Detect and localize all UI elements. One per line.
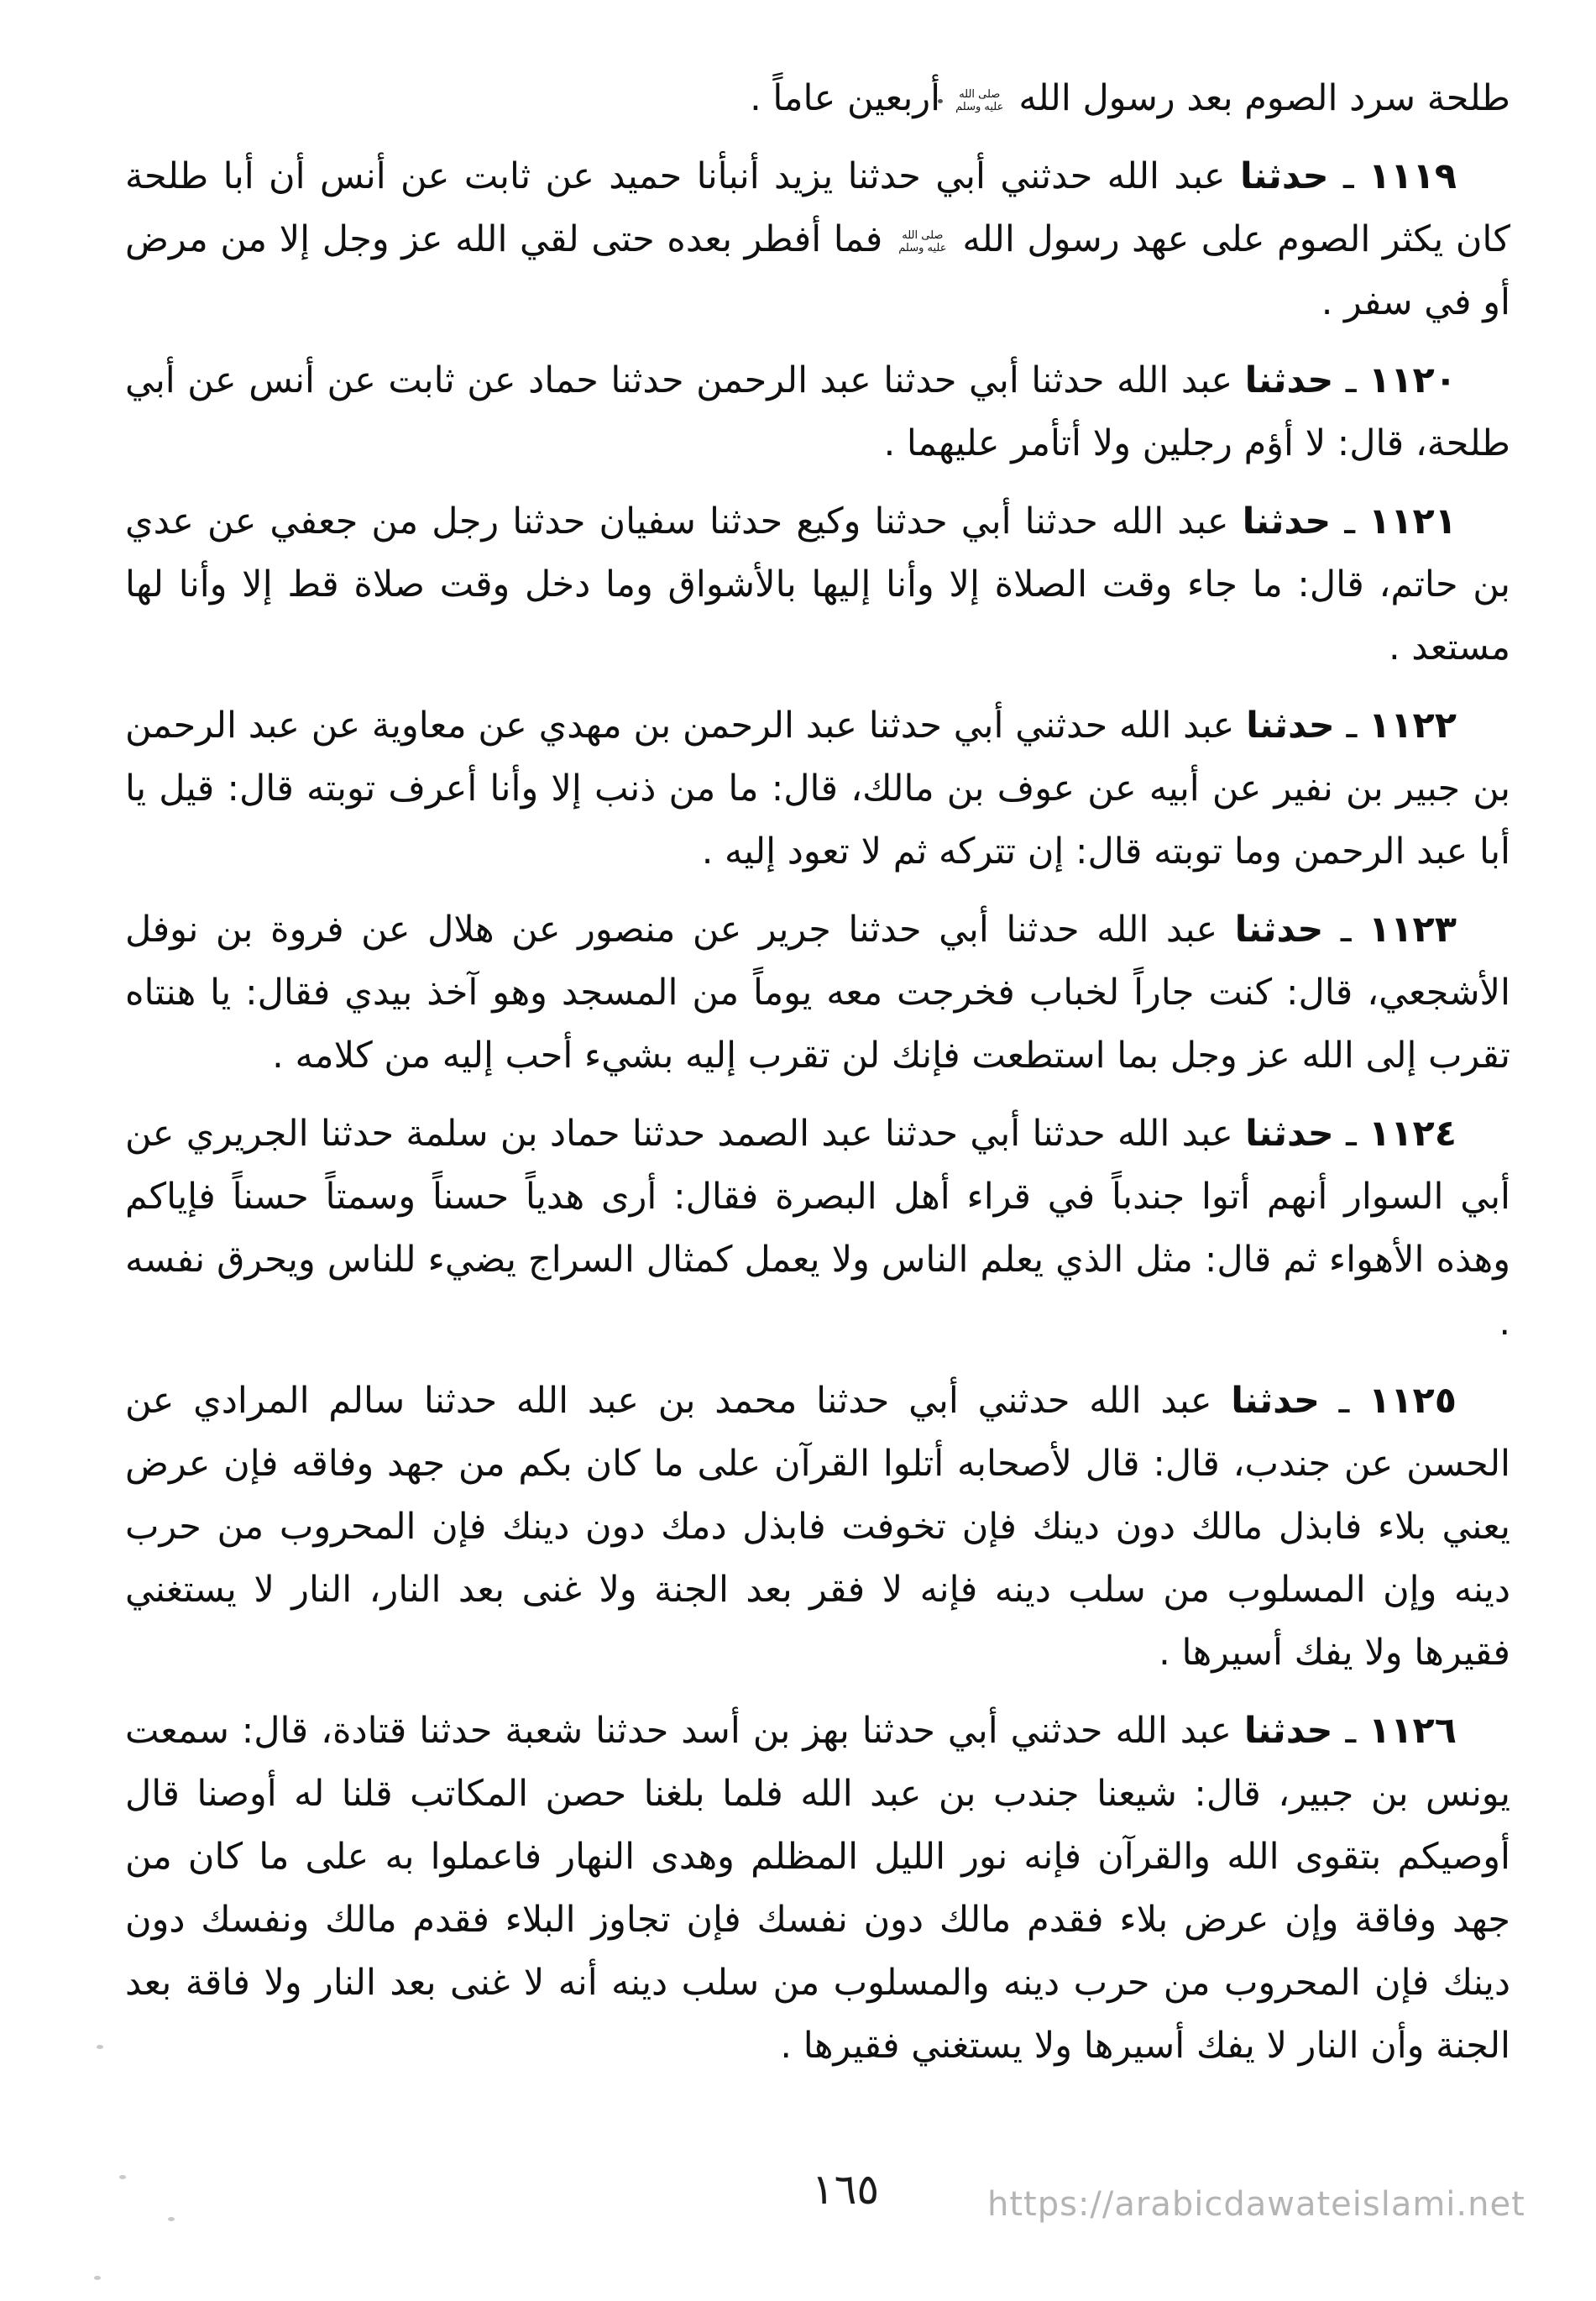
hadith-paragraph: ١١٢٤ ـ حدثنا عبد الله حدثنا أبي حدثنا عبد الصمد حدثنا حماد بن سلمة حدثنا الجريري عن أبي السوار أنهم أتوا جندباً في قراء أهل البصرة فقال: أرى هدياً حسناً وسمتاً حسناً فإياكم وهذه الأهواء ثم قال: مثل الذي يعلم الناس ولا يعمل كمثال السراج يضيء للناس ويحرق نفسه . xyxy=(125,1113,1510,1344)
hadith-number: ١١٢٢ xyxy=(1368,705,1457,747)
prophet-honorific-seal: صلى الله عليه وسلم xyxy=(898,228,947,254)
hadith-opener: حدثنا xyxy=(1244,359,1334,401)
hadith-paragraph: ١١٢٥ ـ حدثنا عبد الله حدثني أبي حدثنا محمد بن عبد الله حدثنا سالم المرادي عن الحسن عن جندب، قال: قال لأصحابه أتلوا القرآن على ما كان بكم من جهد وفاقه فإن عرض يعني بلاء فابذل مالك دون دينك فإن تخوفت فابذل دمك دون دينك فإن المحروب من حرب دينه وإن المسلوب من سلب دينه فإنه لا فقر بعد الجنة ولا غنى بعد النار، النار لا يستغني فقيرها ولا يفك أسيرها . xyxy=(125,1380,1510,1674)
hadith-number: ١١٢٣ xyxy=(1368,909,1457,951)
scan-speck xyxy=(97,2045,103,2049)
hadith-text: عبد الله حدثنا أبي حدثنا جرير عن منصور عن هلال عن فروة بن نوفل الأشجعي، قال: كنت جاراً لخباب فخرجت معه يوماً من المسجد وهو آخذ بيدي فقال: يا هنتاه تقرب إلى الله عز وجل بما استطعت فإنك لن تقرب إليه بشيء أحب إليه من كلامه . xyxy=(125,909,1510,1077)
hadith-paragraph: ١١٢٦ ـ حدثنا عبد الله حدثني أبي حدثنا بهز بن أسد حدثنا شعبة حدثنا قتادة، قال: سمعت يونس بن جبير، قال: شيعنا جندب بن عبد الله فلما بلغنا حصن المكاتب قلنا له أوصنا قال أوصيكم بتقوى الله والقرآن فإنه نور الليل المظلم وهدى النهار فاعملوا به على ما كان من جهد وفاقة وإن عرض بلاء فقدم مالك دون نفسك فإن تجاوز البلاء فقدم مالك ونفسك دون دينك فإن المحروب من حرب دينه والمسلوب من سلب دينه أنه لا غنى بعد النار ولا فاقة بعد الجنة وأن النار لا يفك أسيرها ولا يستغني فقيرها . xyxy=(125,1710,1510,2067)
hadith-text: عبد الله حدثني أبي حدثنا يزيد أنبأنا حميد عن ثابت عن أنس أن أبا طلحة كان يكثر الصوم على عهد رسول الله صلى الله عليه وسلم فما أفطر بعده حتى لقي الله عز وجل إلا من مرض أو في سفر . xyxy=(125,155,1510,323)
hadith-opener: حدثنا xyxy=(1231,1380,1320,1422)
hadith-number: ١١٢١ xyxy=(1368,501,1457,542)
hadith-text: عبد الله حدثني أبي حدثنا بهز بن أسد حدثنا شعبة حدثنا قتادة، قال: سمعت يونس بن جبير، قال: شيعنا جندب بن عبد الله فلما بلغنا حصن المكاتب قلنا له أوصنا قال أوصيكم بتقوى الله والقرآن فإنه نور الليل المظلم وهدى النهار فاعملوا به على ما كان من جهد وفاقة وإن عرض بلاء فقدم مالك دون نفسك فإن تجاوز البلاء فقدم مالك ونفسك دون دينك فإن المحروب من حرب دينه والمسلوب من سلب دينه أنه لا غنى بعد النار ولا فاقة بعد الجنة وأن النار لا يفك أسيرها ولا يستغني فقيرها . xyxy=(125,1710,1510,2067)
hadith-number: ١١٢٦ xyxy=(1368,1710,1457,1752)
hadith-text: عبد الله حدثني أبي حدثنا محمد بن عبد الله حدثنا سالم المرادي عن الحسن عن جندب، قال: قال لأصحابه أتلوا القرآن على ما كان بكم من جهد وفاقه فإن عرض يعني بلاء فابذل مالك دون دينك فإن تخوفت فابذل دمك دون دينك فإن المحروب من حرب دينه وإن المسلوب من سلب دينه فإنه لا فقر بعد الجنة ولا غنى بعد النار، النار لا يستغني فقيرها ولا يفك أسيرها . xyxy=(125,1380,1510,1674)
hadith-text: عبد الله حدثني أبي حدثنا عبد الرحمن بن مهدي عن معاوية عن عبد الرحمن بن جبير بن نفير عن أبيه عن عوف بن مالك، قال: ما من ذنب إلا وأنا أعرف توبته قال: قيل يا أبا عبد الرحمن وما توبته قال: إن تتركه ثم لا تعود إليه . xyxy=(125,705,1510,873)
hadith-paragraph: ١١١٩ ـ حدثنا عبد الله حدثني أبي حدثنا يزيد أنبأنا حميد عن ثابت عن أنس أن أبا طلحة كان يكثر الصوم على عهد رسول الله صلى الله عليه وسلم فما أفطر بعده حتى لقي الله عز وجل إلا من مرض أو في سفر . xyxy=(125,155,1510,323)
hadith-opener: حدثنا xyxy=(1239,155,1329,197)
hadith-opener: حدثنا xyxy=(1234,909,1324,951)
scan-speck xyxy=(94,2276,101,2280)
prophet-honorific-seal: صلى الله عليه وسلم xyxy=(955,87,1004,113)
hadith-paragraph: ١١٢١ ـ حدثنا عبد الله حدثنا أبي حدثنا وكيع حدثنا سفيان حدثنا رجل من جعفي عن عدي بن حاتم، قال: ما جاء وقت الصلاة إلا وأنا إليها بالأشواق وما دخل وقت صلاة قط إلا وأنا لها مستعد . xyxy=(125,501,1510,668)
hadith-text: عبد الله حدثنا أبي حدثنا عبد الصمد حدثنا حماد بن سلمة حدثنا الجريري عن أبي السوار أنهم أتوا جندباً في قراء أهل البصرة فقال: أرى هدياً حسناً وسمتاً حسناً فإياكم وهذه الأهواء ثم قال: مثل الذي يعلم الناس ولا يعمل كمثال السراج يضيء للناس ويحرق نفسه . xyxy=(125,1113,1510,1344)
hadith-text: عبد الله حدثنا أبي حدثنا وكيع حدثنا سفيان حدثنا رجل من جعفي عن عدي بن حاتم، قال: ما جاء وقت الصلاة إلا وأنا إليها بالأشواق وما دخل وقت صلاة قط إلا وأنا لها مستعد . xyxy=(125,501,1510,668)
intro-line: طلحة سرد الصوم بعد رسول الله صلى الله عليه وسلم أربعين عاماً . xyxy=(750,77,1510,119)
hadith-opener: حدثنا xyxy=(1246,705,1335,747)
hadith-paragraph: ١١٢٣ ـ حدثنا عبد الله حدثنا أبي حدثنا جرير عن منصور عن هلال عن فروة بن نوفل الأشجعي، قال: كنت جاراً لخباب فخرجت معه يوماً من المسجد وهو آخذ بيدي فقال: يا هنتاه تقرب إلى الله عز وجل بما استطعت فإنك لن تقرب إليه بشيء أحب إليه من كلامه . xyxy=(125,909,1510,1077)
hadith-list xyxy=(125,145,1510,2078)
hadith-opener: حدثنا xyxy=(1245,1113,1334,1155)
scan-speck xyxy=(168,2217,175,2221)
hadith-opener: حدثنا xyxy=(1242,501,1332,542)
scan-speck xyxy=(119,2175,126,2179)
hadith-number: ١١٢٥ xyxy=(1368,1380,1457,1422)
hadith-paragraph: ١١٢٠ ـ حدثنا عبد الله حدثنا أبي حدثنا عبد الرحمن حدثنا حماد عن ثابت عن أنس عن أبي طلحة، قال: لا أؤم رجلين ولا أتأمر عليهما . xyxy=(125,359,1510,464)
hadith-paragraph: ١١٢٢ ـ حدثنا عبد الله حدثني أبي حدثنا عبد الرحمن بن مهدي عن معاوية عن عبد الرحمن بن جبير بن نفير عن أبيه عن عوف بن مالك، قال: ما من ذنب إلا وأنا أعرف توبته قال: قيل يا أبا عبد الرحمن وما توبته قال: إن تتركه ثم لا تعود إليه . xyxy=(125,705,1510,873)
watermark-url: https://arabicdawateislami.net xyxy=(987,2185,1525,2224)
hadith-opener: حدثنا xyxy=(1243,1710,1333,1752)
hadith-number: ١١٢٤ xyxy=(1368,1113,1457,1155)
hadith-number: ١١١٩ xyxy=(1368,155,1457,197)
page-text xyxy=(125,67,1510,2093)
page-number: ١٦٥ xyxy=(811,2165,880,2214)
hadith-text: عبد الله حدثنا أبي حدثنا عبد الرحمن حدثنا حماد عن ثابت عن أنس عن أبي طلحة، قال: لا أؤم رجلين ولا أتأمر عليهما . xyxy=(125,359,1510,464)
hadith-number: ١١٢٠ xyxy=(1368,359,1457,401)
